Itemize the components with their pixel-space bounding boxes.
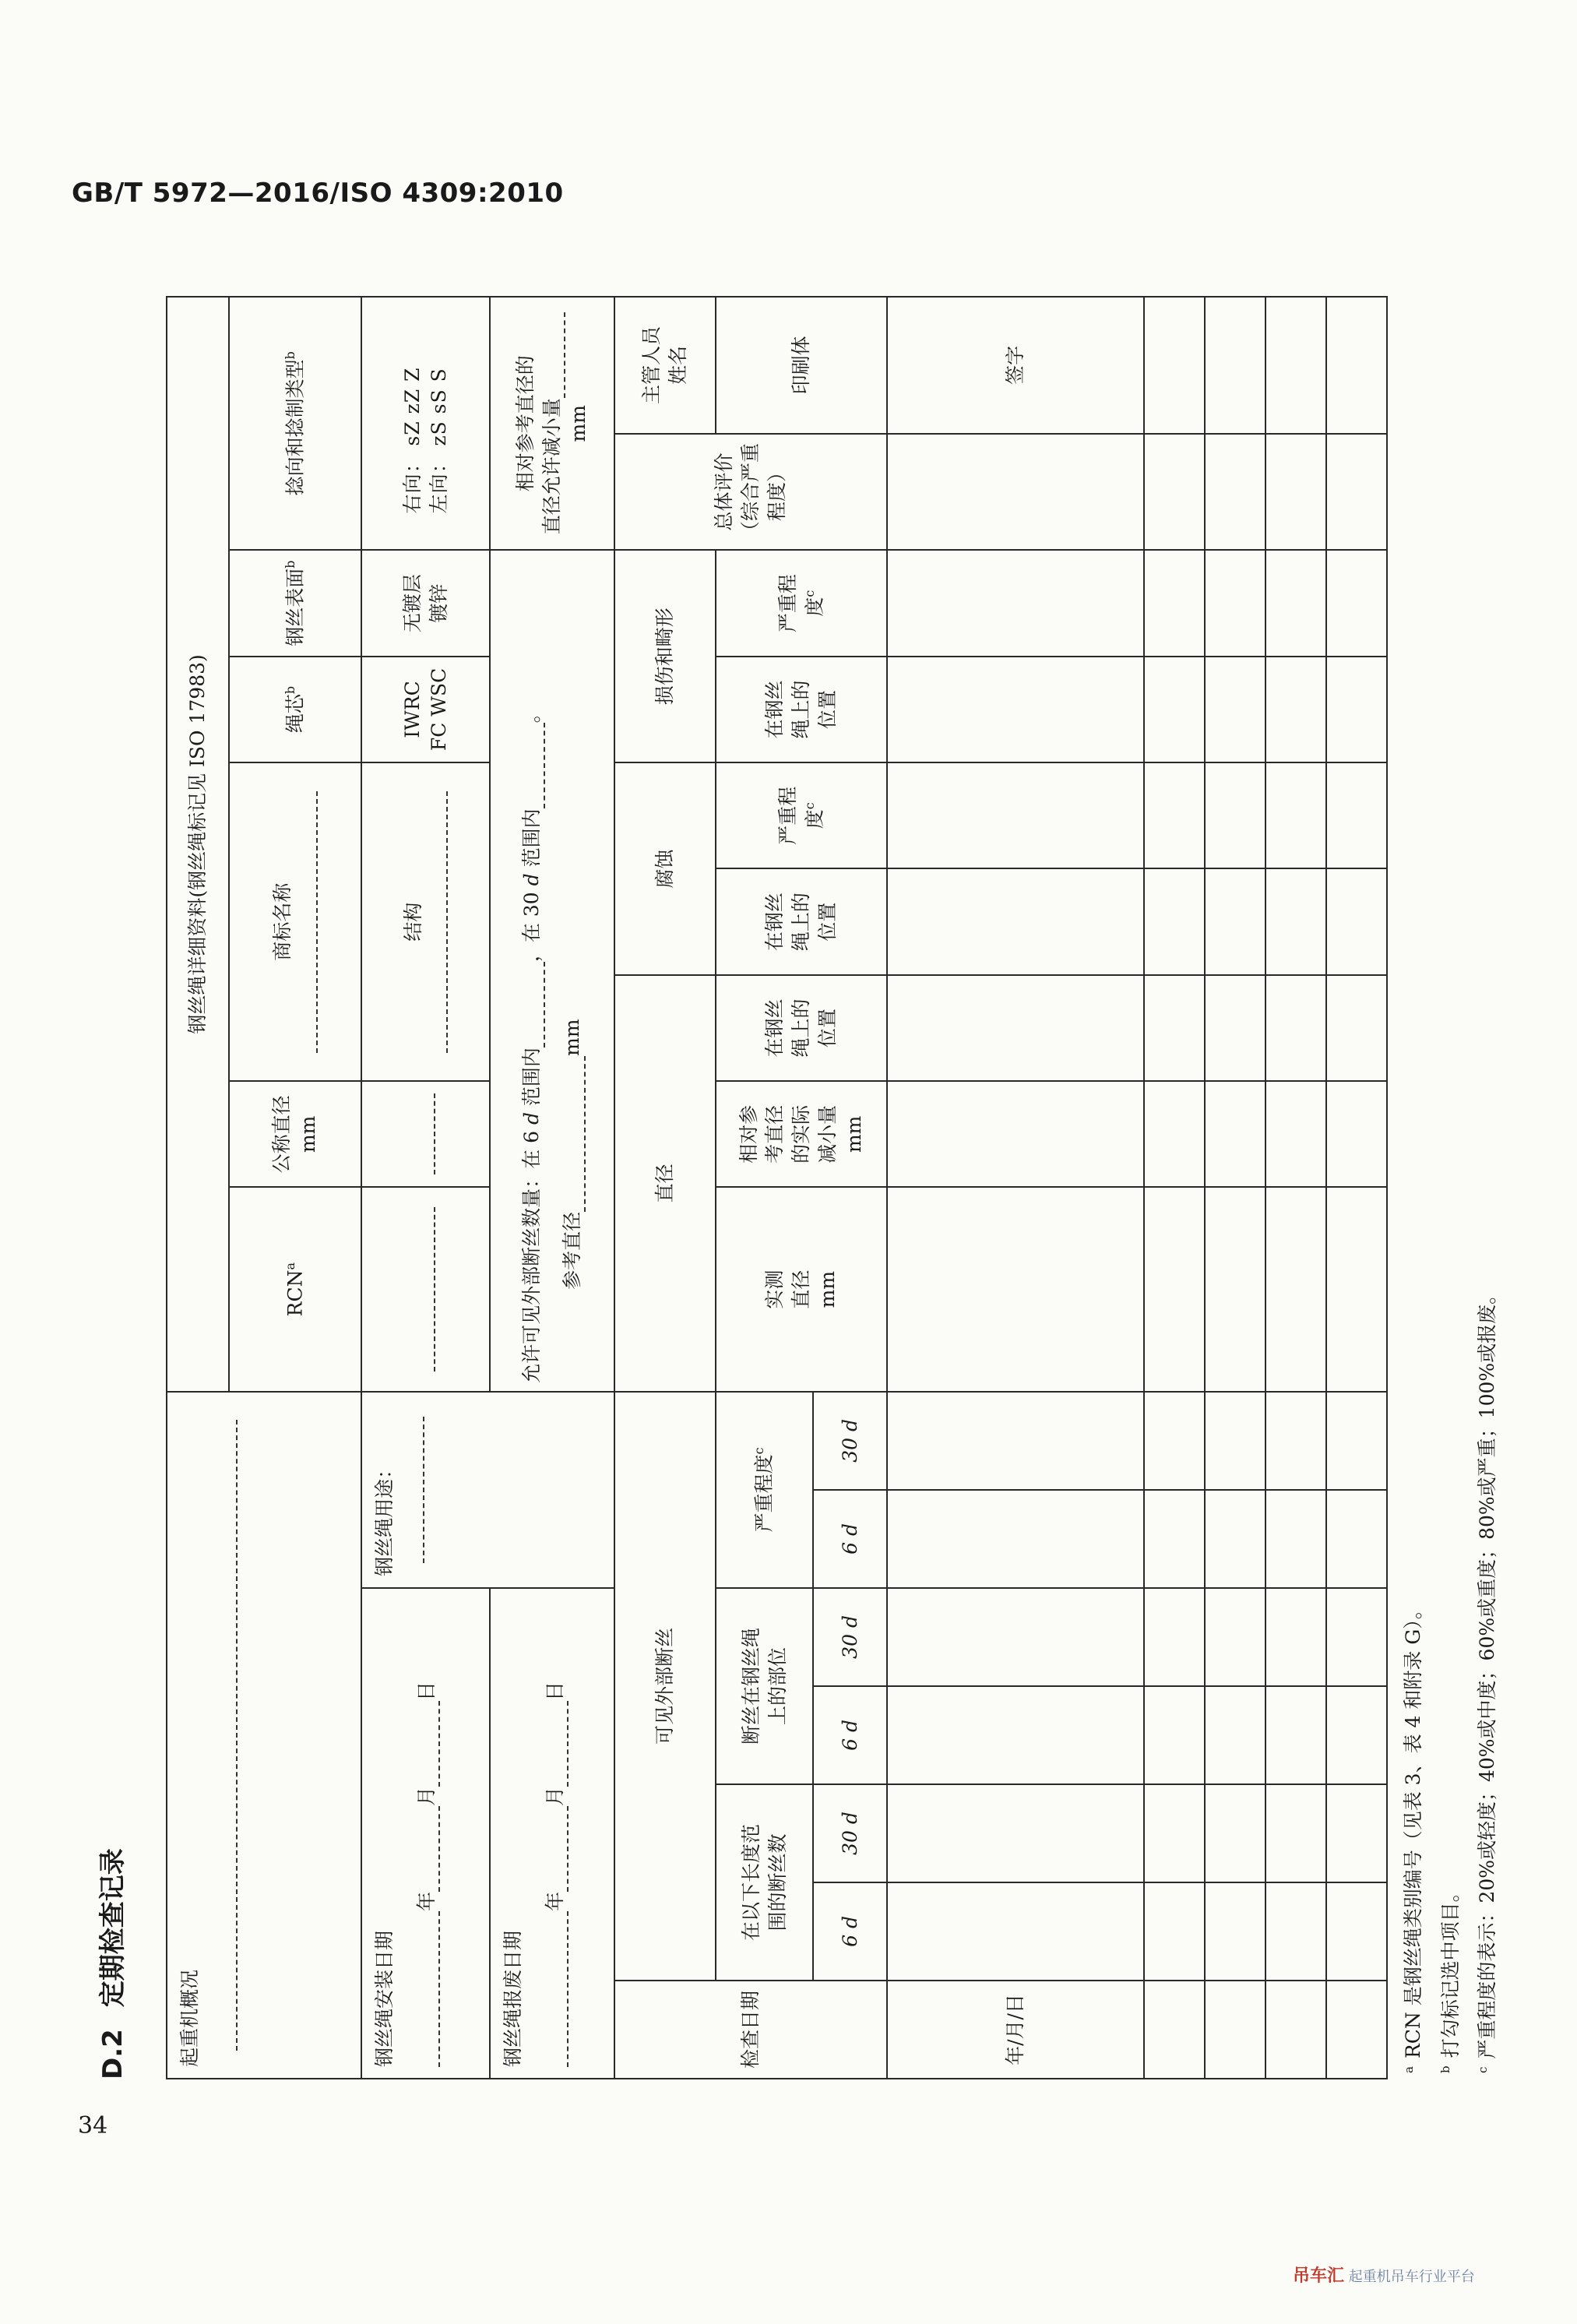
broken-location-header: 断丝在钢丝绳 上的部位 — [716, 1588, 813, 1784]
construction-cell: 结构 — [361, 762, 490, 1081]
diameter-location-header: 在钢丝 绳上的 位置 — [716, 975, 887, 1081]
broken-30d-fill[interactable] — [525, 723, 545, 808]
allowed-broken-wires-cell: 允许可见外部断丝数量：在 6 d 范围内，在 30 d 范围内。 参考直径mm — [490, 550, 614, 1391]
relative-reduction-header: 相对参 考直径 的实际 减小量 mm — [716, 1081, 887, 1187]
allowed-reduction-fill[interactable] — [545, 312, 565, 398]
scrap-year-fill[interactable] — [548, 1911, 568, 2067]
trade-name-fill[interactable] — [315, 791, 318, 1053]
measured-diameter-header: 实测 直径 mm — [716, 1188, 887, 1392]
install-date-label: 钢丝绳安装日期 — [373, 1930, 396, 2067]
diameter-header: 直径 — [614, 975, 716, 1392]
broken-6d-fill[interactable] — [525, 962, 545, 1048]
damage-severity-header: 严重程 度$^c$ — [716, 550, 887, 656]
crane-overview-label: 起重机概况 — [178, 1969, 201, 2067]
crane-overview-cell — [167, 1392, 361, 2079]
overall-header: 总体评价 （综合严重 程度） — [614, 434, 887, 551]
install-year-fill[interactable] — [420, 1911, 440, 2067]
install-month-fill[interactable] — [420, 1806, 440, 1892]
inspection-date-header: 检查日期 — [614, 1981, 887, 2079]
damage-header: 损伤和畸形 — [614, 550, 716, 762]
severity-6d: 6 d — [813, 1490, 887, 1588]
lay-options[interactable]: 右向： sZ zZ Z 左向： zS sS S — [361, 297, 490, 550]
corrosion-location-header: 在钢丝 绳上的 位置 — [716, 868, 887, 974]
watermark-logo: 吊车汇 起重机吊车行业平台 — [1293, 2266, 1475, 2286]
signature-cell: 签字 — [887, 297, 1144, 434]
damage-location-header: 在钢丝 绳上的 位置 — [716, 657, 887, 762]
table-row — [1265, 297, 1326, 2079]
install-day-fill[interactable] — [420, 1701, 440, 1787]
ref-diameter-fill[interactable] — [565, 1056, 586, 1212]
broken-severity-header: 严重程度$^c$ — [716, 1392, 813, 1588]
rope-use-fill[interactable] — [421, 1417, 424, 1564]
inspection-record-table — [166, 296, 1388, 2079]
footnotes — [1395, 1285, 1506, 2073]
scrap-date-cell: 钢丝绳报废日期 年月日 — [490, 1588, 614, 2079]
location-6d: 6 d — [813, 1686, 887, 1784]
allowed-reduction-cell: 相对参考直径的 直径允许减小量 mm — [490, 297, 614, 550]
page-number: 34 — [78, 2112, 108, 2139]
corrosion-severity-header: 严重程 度$^c$ — [716, 762, 887, 868]
rcn-header: RCN$^a$ — [229, 1188, 361, 1392]
count-30d: 30 d — [813, 1784, 887, 1882]
table-row — [1205, 297, 1265, 2079]
core-options[interactable]: IWRC FC WSC — [361, 657, 490, 762]
date-format-cell: 年/月/日 — [887, 1981, 1144, 2079]
construction-fill[interactable] — [445, 791, 448, 1053]
severity-30d: 30 d — [813, 1392, 887, 1490]
broken-count-header: 在以下长度范 围的断丝数 — [716, 1784, 813, 1981]
scrap-month-fill[interactable] — [548, 1806, 568, 1892]
scrap-day-fill[interactable] — [548, 1701, 568, 1787]
person-header: 主管人员 姓名 — [614, 297, 716, 434]
nominal-diameter-value[interactable] — [361, 1081, 490, 1187]
surface-options[interactable]: 无镀层 镀锌 — [361, 550, 490, 656]
rcn-value[interactable] — [361, 1188, 490, 1392]
scrap-date-label: 钢丝绳报废日期 — [502, 1930, 524, 2067]
corrosion-header: 腐蚀 — [614, 762, 716, 975]
surface-header: 钢丝表面$^b$ — [229, 550, 361, 656]
printed-name-header: 印刷体 — [716, 297, 887, 434]
section-title-text: 定期检查记录 — [97, 1848, 128, 2008]
standard-header: GB/T 5972—2016/ISO 4309:2010 — [72, 178, 564, 209]
table-row — [1326, 297, 1387, 2079]
rope-use-cell — [361, 1392, 614, 1588]
trade-name-header: 商标名称 — [229, 762, 361, 1081]
location-30d: 30 d — [813, 1588, 887, 1686]
section-number: D.2 — [97, 2029, 128, 2079]
crane-overview-fill[interactable] — [234, 1420, 238, 2051]
visible-broken-header: 可见外部断丝 — [614, 1392, 716, 1981]
section-title — [91, 1848, 129, 2079]
core-header: 绳芯$^b$ — [229, 657, 361, 762]
footnote-a: $^a$RCN 是钢丝绳类别编号（见表 3、表 4 和附录 G）。 — [1401, 1600, 1424, 2073]
install-date-cell: 钢丝绳安装日期 年月日 — [361, 1588, 490, 2079]
rope-details-title: 钢丝绳详细资料(钢丝绳标记见 ISO 17983) — [167, 297, 229, 1392]
rotated-sheet — [82, 257, 1577, 2126]
footnote-c: $^c$严重程度的表示：20%或轻度；40%或中度；60%或重度；80%或严重；100%或报废。 — [1475, 1284, 1498, 2073]
count-6d: 6 d — [813, 1882, 887, 1981]
nominal-diameter-header: 公称直径 mm — [229, 1081, 361, 1187]
lay-header: 捻向和捻制类型$^b$ — [229, 297, 361, 550]
table-row — [887, 297, 1144, 2079]
rope-use-label: 钢丝绳用途： — [373, 1459, 396, 1576]
footnote-b: $^b$打勾标记选中项目。 — [1438, 1882, 1462, 2073]
table-row — [1144, 297, 1205, 2079]
